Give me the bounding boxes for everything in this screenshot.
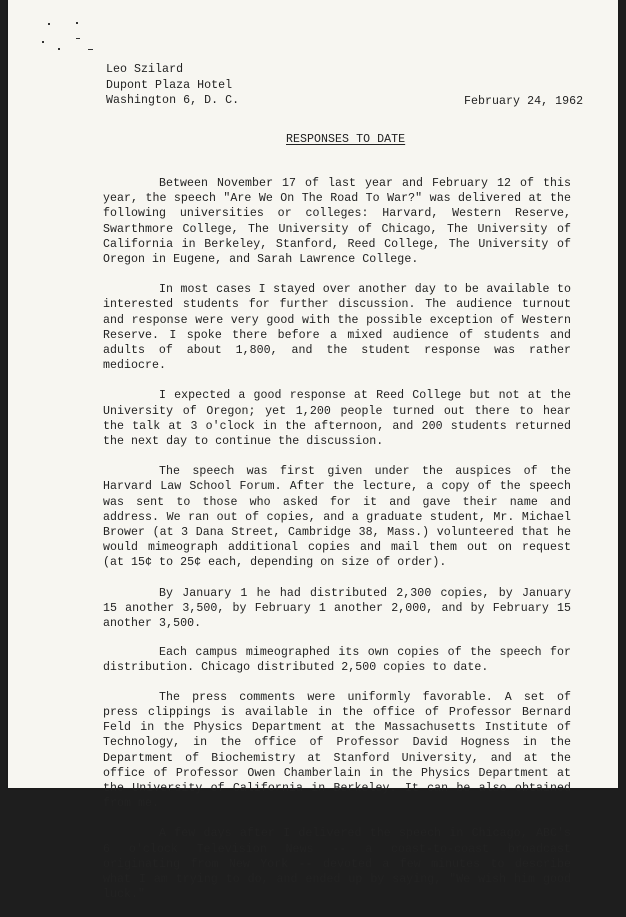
letter-page: [8, 0, 618, 902]
mark-dash: [76, 38, 80, 39]
letter-body: [103, 176, 571, 917]
paragraph: In most cases I stayed over another day to be available to interested students for further discussion. The audience turnout and response were very good with the possible exception of Western Reserve. I spoke there before a mixed audience of students and adults of about 1,800, and the student response was rather mediocre.: [103, 283, 571, 373]
mark-dot: [76, 22, 78, 24]
document-title: RESPONSES TO DATE: [286, 133, 406, 146]
paragraph: Each campus mimeographed its own copies of the speech for distribution. Chicago distributed 2,500 copies to date.: [103, 646, 571, 675]
mark-dash: [88, 49, 93, 50]
corner-marks: [36, 18, 96, 58]
mark-dot: [48, 23, 50, 25]
mark-dot: [58, 48, 60, 50]
letter-date: February 24, 1962: [464, 95, 584, 108]
mark-dot: [42, 41, 44, 43]
sender-address: [106, 62, 239, 109]
paragraph: The speech was first given under the auspices of the Harvard Law School Forum. After the lecture, a copy of the speech was sent to those who asked for it and gave their name and address. We ran out of copies, and a graduate student, Mr. Michael Brower (at 3 Dana Street, Cambridge 38, Mass.) volunteered that he would mimeograph additional copies and mail them out on request (at 15¢ to 25¢ each, depending on size of order).: [103, 465, 571, 570]
sender-city: Washington 6, D. C.: [106, 94, 240, 107]
paragraph: By January 1 he had distributed 2,300 copies, by January 15 another 3,500, by February 1 another 2,000, and by February 15 another 3,500.: [103, 586, 571, 631]
sender-name: Leo Szilard: [106, 63, 184, 76]
paragraph: The press comments were uniformly favorable. A set of press clippings is available in the office of Professor Bernard Feld in the Physics Department at the Massachusetts Institute of Technology, in the office of Professor David Hogness in the Department of Biochemistry at Stanford University, and at the office of Professor Owen Chamberlain in the Physics Department at the University of California in Berkeley. It can be also obtained from me.: [103, 690, 571, 811]
paragraph: A few days after I delivered the speech in Chicago, ABC's 6 o'clock Television News -- a coast-to-coast broadcast originating from New York -- devoted a few minutes to describe what I am trying to do, and ended up by saying, "We wish him good luck.": [103, 827, 571, 902]
sender-hotel: Dupont Plaza Hotel: [106, 78, 233, 92]
paragraph: I expected a good response at Reed College but not at the University of Oregon; yet 1,200 people turned out there to hear the talk at 3 o'clock in the afternoon, and 200 students returned the next day to continue the discussion.: [103, 389, 571, 449]
paragraph: Between November 17 of last year and February 12 of this year, the speech "Are We On The Road To War?" was delivered at the following universities or colleges: Harvard, Western Reserve, Swarthmore College, The University of Chicago, The University of California in Berkeley, Stanford, Reed College, The University of Oregon in Eugene, and Sarah Lawrence College.: [103, 177, 571, 267]
